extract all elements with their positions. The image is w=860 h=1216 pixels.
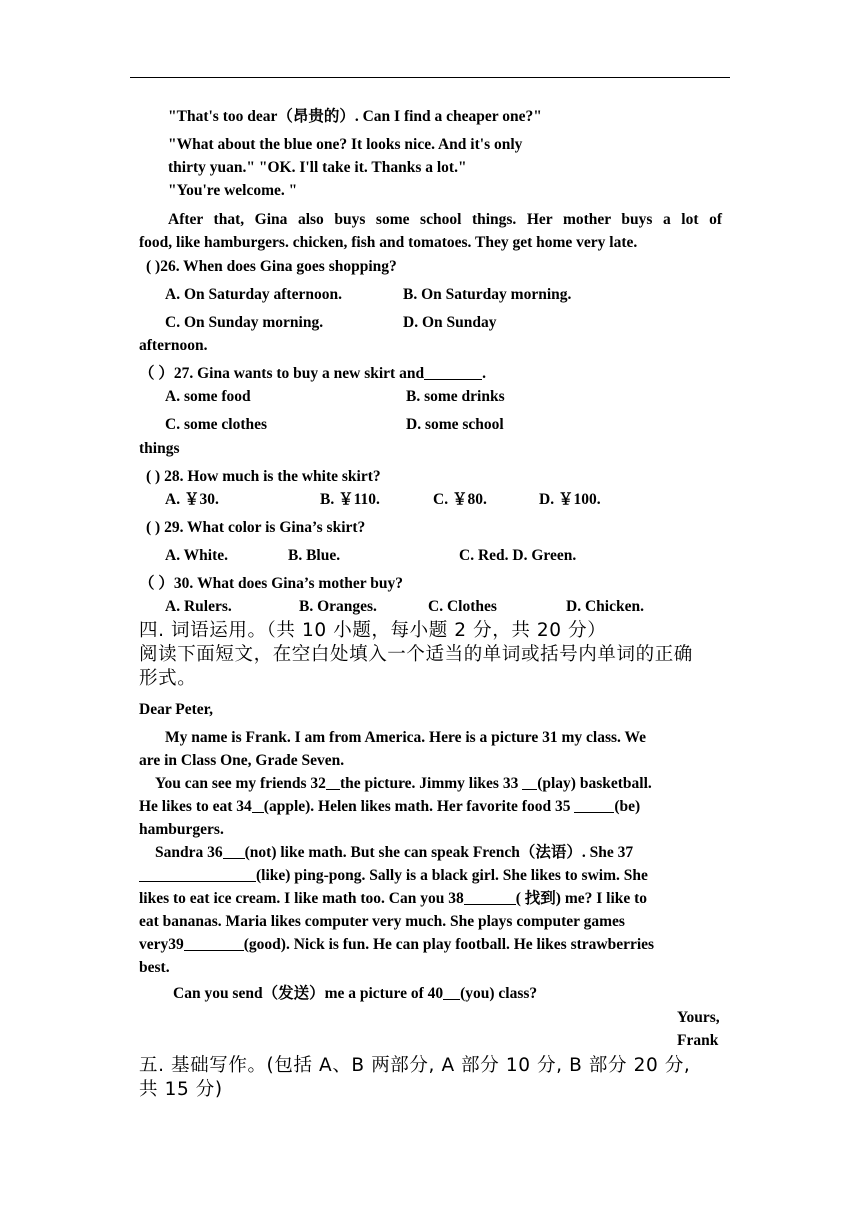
option-a: A. White. bbox=[165, 547, 229, 564]
text-segment: likes to eat ice cream. I like math too. Can you 38 bbox=[139, 890, 464, 907]
option-d: D. On Sunday bbox=[403, 314, 497, 331]
question-26-stem: ( )26. When does Gina goes shopping? bbox=[146, 258, 397, 275]
option-d: D. ￥100. bbox=[539, 491, 601, 508]
text-segment: the picture. Jimmy likes 33 bbox=[339, 775, 523, 792]
text-segment: He likes to eat 34 bbox=[139, 798, 252, 815]
question-28-stem: ( ) 28. How much is the white skirt? bbox=[146, 468, 381, 485]
answer-blank bbox=[424, 364, 482, 380]
section-5-title-continued: 共 15 分) bbox=[139, 1079, 223, 1100]
text-segment: Sandra 36 bbox=[155, 844, 223, 861]
option-d: D. some school bbox=[406, 416, 504, 433]
letter-line bbox=[139, 797, 640, 817]
section-4-instruction-continued: 形式。 bbox=[139, 668, 197, 689]
text-segment: (like) ping-pong. Sally is a black girl. She likes to swim. She bbox=[256, 867, 648, 884]
option-c: C. On Sunday morning. bbox=[165, 314, 324, 331]
option-d-continued: things bbox=[139, 440, 180, 457]
option-b: B. On Saturday morning. bbox=[403, 286, 572, 303]
letter-line bbox=[155, 774, 652, 794]
option-c-d: C. Red. D. Green. bbox=[459, 547, 577, 564]
passage-line: thirty yuan." "OK. I'll take it. Thanks a lot." bbox=[168, 159, 467, 176]
answer-blank-39 bbox=[184, 935, 244, 951]
letter-line bbox=[139, 889, 647, 909]
option-c: C. ￥80. bbox=[433, 491, 487, 508]
letter-line: best. bbox=[139, 959, 170, 976]
text-segment: very39 bbox=[139, 936, 184, 953]
stem-end: . bbox=[482, 365, 486, 382]
answer-blank-36 bbox=[223, 843, 245, 859]
text-segment: Can you send（发送）me a picture of 40 bbox=[173, 985, 444, 1002]
question-29-stem: ( ) 29. What color is Gina’s skirt? bbox=[146, 519, 366, 536]
question-27-stem bbox=[139, 364, 486, 384]
section-4-instruction: 阅读下面短文，在空白处填入一个适当的单词或括号内单词的正确 bbox=[139, 644, 693, 665]
letter-closing: Yours, bbox=[677, 1009, 720, 1026]
letter-line bbox=[155, 843, 633, 863]
text-segment: ( 找到) me? I like to bbox=[515, 890, 648, 907]
answer-blank-34 bbox=[252, 797, 264, 813]
passage-line: "That's too dear（昂贵的）. Can I find a cheaper one?" bbox=[168, 108, 542, 125]
passage-line: food, like hamburgers. chicken, fish and tomatoes. They get home very late. bbox=[139, 234, 638, 251]
letter-line: My name is Frank. I am from America. Here is a picture 31 my class. We bbox=[165, 729, 647, 746]
text-segment: (good). Nick is fun. He can play football. He likes strawberries bbox=[243, 936, 655, 953]
section-5-title: 五. 基础写作。(包括 A、B 两部分, A 部分 10 分, B 部分 20 分, bbox=[139, 1055, 691, 1076]
letter-line: eat bananas. Maria likes computer very much. She plays computer games bbox=[139, 913, 625, 930]
header-rule bbox=[130, 77, 730, 78]
text-segment: (not) like math. But she can speak French（法语）. She 37 bbox=[244, 844, 634, 861]
option-a: A. some food bbox=[165, 388, 251, 405]
answer-blank-40 bbox=[443, 984, 460, 1000]
option-c: C. Clothes bbox=[428, 598, 497, 615]
passage-line: After that, Gina also buys some school things. Her mother buys a lot of bbox=[168, 211, 722, 228]
option-b: B. Blue. bbox=[288, 547, 341, 564]
option-d-continued: afternoon. bbox=[139, 337, 208, 354]
text-segment: (you) class? bbox=[460, 985, 538, 1002]
option-b: B. Oranges. bbox=[299, 598, 377, 615]
option-a: A. Rulers. bbox=[165, 598, 232, 615]
letter-greeting: Dear Peter, bbox=[139, 701, 214, 718]
option-b: B. some drinks bbox=[406, 388, 505, 405]
text-segment: (be) bbox=[614, 798, 641, 815]
letter-signature: Frank bbox=[677, 1032, 719, 1049]
letter-line bbox=[173, 984, 537, 1004]
answer-blank-38 bbox=[464, 889, 516, 905]
answer-blank-33 bbox=[522, 774, 537, 790]
letter-line bbox=[139, 866, 648, 886]
passage-line: "You're welcome. " bbox=[168, 182, 298, 199]
question-30-stem: （ ）30. What does Gina’s mother buy? bbox=[139, 575, 403, 592]
letter-line: hamburgers. bbox=[139, 821, 224, 838]
text-segment: You can see my friends 32 bbox=[155, 775, 326, 792]
option-a: A. ￥30. bbox=[165, 491, 219, 508]
option-a: A. On Saturday afternoon. bbox=[165, 286, 342, 303]
answer-blank-32 bbox=[326, 774, 340, 790]
text-segment: (apple). Helen likes math. Her favorite food 35 bbox=[263, 798, 575, 815]
letter-line: are in Class One, Grade Seven. bbox=[139, 752, 345, 769]
passage-line: "What about the blue one? It looks nice. And it's only bbox=[168, 136, 523, 153]
option-b: B. ￥110. bbox=[320, 491, 380, 508]
option-d: D. Chicken. bbox=[566, 598, 644, 615]
stem-text: （ ）27. Gina wants to buy a new skirt and bbox=[139, 365, 425, 382]
text-segment: (play) basketball. bbox=[537, 775, 652, 792]
section-4-title: 四. 词语运用。（共 10 小题，每小题 2 分，共 20 分） bbox=[139, 620, 607, 641]
letter-line bbox=[139, 935, 654, 955]
option-c: C. some clothes bbox=[165, 416, 268, 433]
answer-blank-37 bbox=[139, 866, 256, 882]
answer-blank-35 bbox=[574, 797, 614, 813]
